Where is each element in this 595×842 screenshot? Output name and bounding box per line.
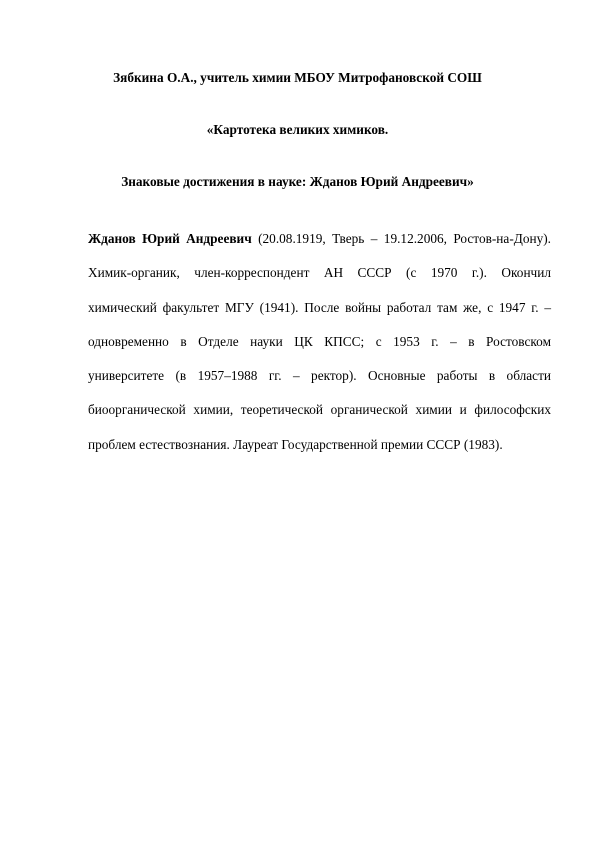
person-name: Жданов Юрий Андреевич: [88, 231, 252, 246]
biography-paragraph: [88, 222, 551, 462]
paragraph-line-1: [88, 222, 551, 256]
paragraph-line-2: Химик-органик, член-корреспондент АН СССР (с 1970 г.). Окончил: [88, 265, 551, 281]
paragraph-line-4: одновременно в Отделе науки ЦК КПСС; с 1953 г. – в Ростовском: [88, 333, 551, 349]
paragraph-line-7: проблем естествознания. Лауреат Государственной премии СССР (1983).: [88, 436, 503, 452]
subtitle-line: Знаковые достижения в науке: Жданов Юрий Андреевич»: [121, 174, 474, 189]
author-line: Зябкина О.А., учитель химии МБОУ Митрофановской СОШ: [113, 70, 482, 85]
paragraph-line-3: химический факультет МГУ (1941). После войны работал там же, с 1947 г. –: [88, 299, 551, 315]
life-dates: (20.08.1919, Тверь – 19.12.2006, Ростов-на-Дону).: [251, 231, 551, 246]
title-line: «Картотека великих химиков.: [206, 122, 389, 137]
paragraph-line-6: биоорганической химии, теоретической органической химии и философских: [88, 402, 551, 418]
paragraph-line-5: университете (в 1957–1988 гг. – ректор). Основные работы в области: [88, 368, 551, 384]
